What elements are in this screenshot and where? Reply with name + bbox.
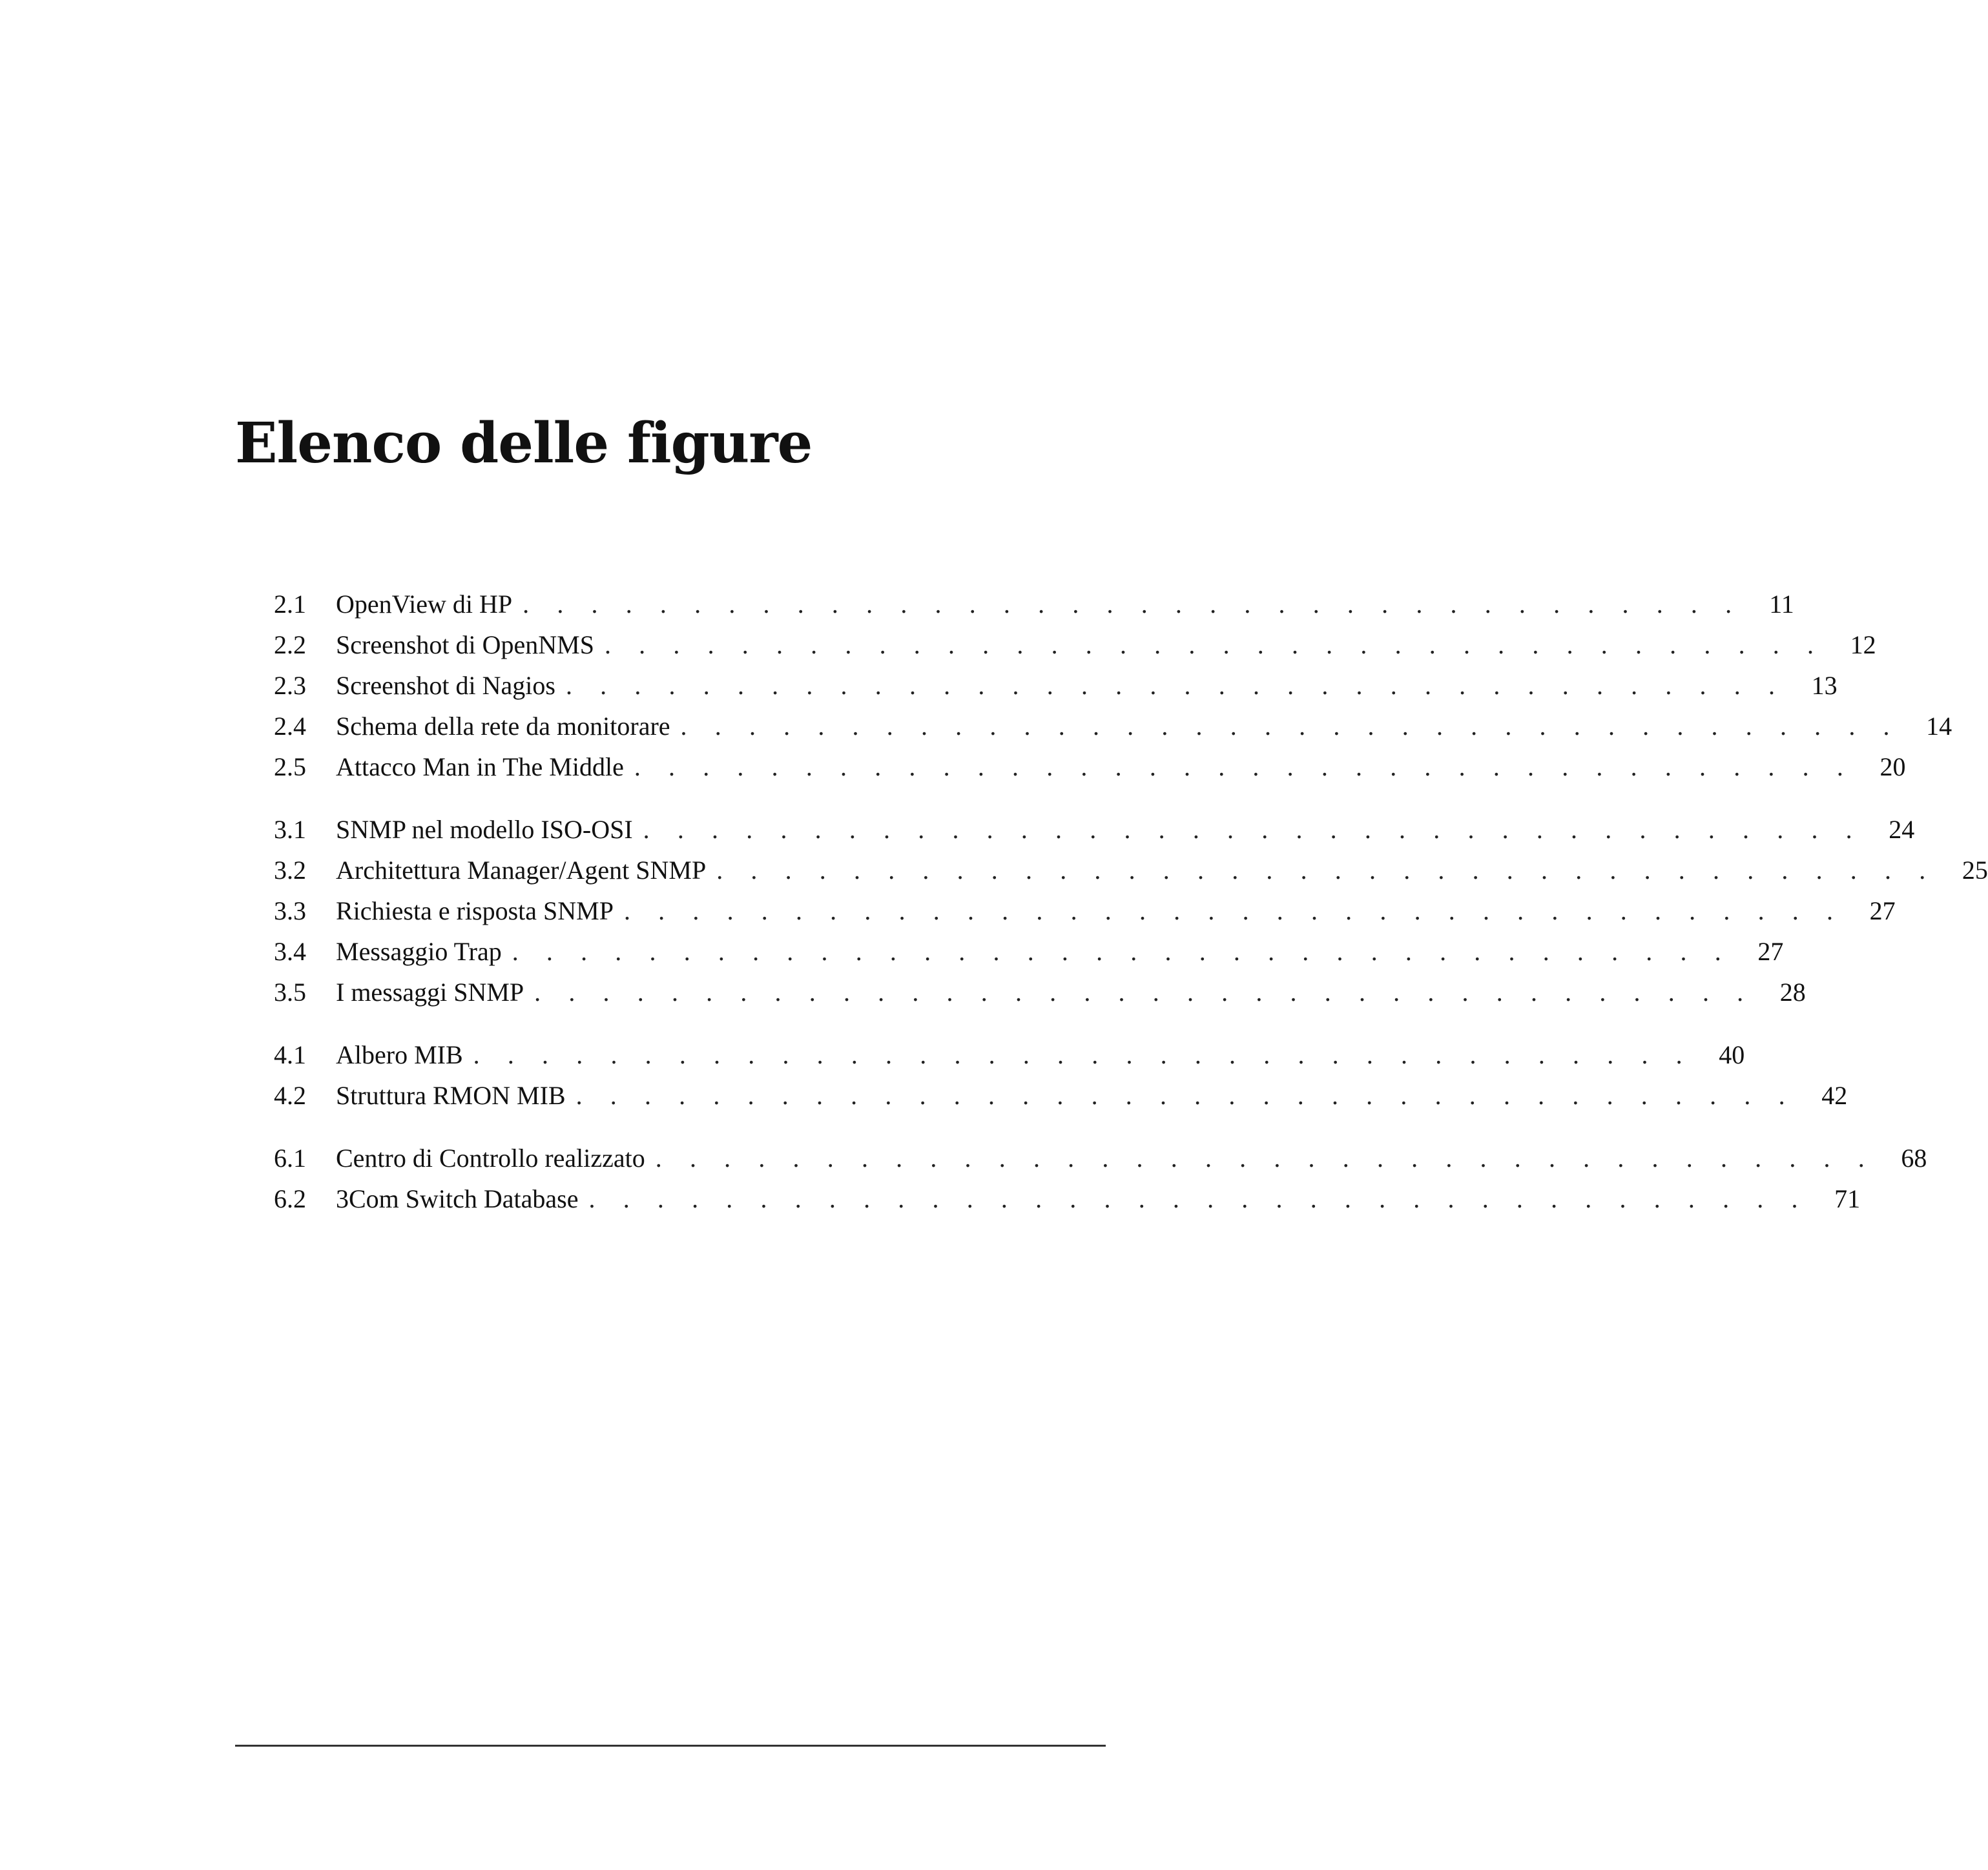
dot-leader: . . . . . . . . . . . . . . . . . . . . . . . . . . . . . . . . . . . . — [716, 856, 1936, 885]
chapter-3-group — [274, 809, 1988, 1012]
dot-leader: . . . . . . . . . . . . . . . . . . . . . . . . . . . . . . . . . . . . — [680, 712, 1901, 741]
figure-entry[interactable] — [274, 890, 1896, 931]
figure-number: 2.5 — [274, 752, 306, 781]
figure-page: 25 — [1962, 856, 1988, 885]
figure-entry[interactable] — [274, 931, 1784, 972]
dot-leader: . . . . . . . . . . . . . . . . . . . . . . . . . . . . . . . . . . . . — [473, 1040, 1693, 1069]
dot-leader: . . . . . . . . . . . . . . . . . . . . . . . . . . . . . . . . . . . . — [604, 630, 1825, 659]
figure-page: 42 — [1821, 1081, 1848, 1110]
figure-page: 13 — [1811, 671, 1838, 700]
figure-title: Screenshot di Nagios — [336, 665, 566, 706]
footer-rule — [235, 1745, 1106, 1747]
figure-title: Architettura Manager/Agent SNMP — [336, 850, 716, 890]
figure-entry[interactable] — [274, 850, 1988, 890]
figure-page: 28 — [1779, 978, 1806, 1007]
figure-entry[interactable] — [274, 624, 1876, 665]
figure-number: 6.2 — [274, 1184, 306, 1213]
figure-entry[interactable] — [274, 706, 1952, 746]
figure-title: Screenshot di OpenNMS — [336, 624, 605, 665]
figure-entry[interactable] — [274, 665, 1838, 706]
figure-entry[interactable] — [274, 1178, 1861, 1219]
dot-leader: . . . . . . . . . . . . . . . . . . . . . . . . . . . . . . . . . . . . — [588, 1184, 1809, 1213]
dot-leader: . . . . . . . . . . . . . . . . . . . . . . . . . . . . . . . . . . . . — [634, 752, 1854, 781]
figure-page: 68 — [1901, 1144, 1927, 1173]
figure-entry[interactable] — [274, 1075, 1848, 1116]
figure-page: 12 — [1850, 630, 1876, 659]
figure-page: 14 — [1926, 712, 1952, 741]
figure-number: 2.3 — [274, 671, 306, 700]
figure-title: 3Com Switch Database — [336, 1178, 589, 1219]
figure-number: 3.5 — [274, 978, 306, 1007]
figure-page: 40 — [1719, 1040, 1745, 1069]
dot-leader: . . . . . . . . . . . . . . . . . . . . . . . . . . . . . . . . . . . . — [575, 1081, 1796, 1110]
dot-leader: . . . . . . . . . . . . . . . . . . . . . . . . . . . . . . . . . . . . — [565, 671, 1786, 700]
figure-entry[interactable] — [274, 972, 1806, 1012]
figure-title: Richiesta e risposta SNMP — [336, 890, 624, 931]
dot-leader: . . . . . . . . . . . . . . . . . . . . . . . . . . . . . . . . . . . . — [534, 978, 1754, 1007]
chapter-4-group — [274, 1034, 1848, 1116]
figure-entry[interactable] — [274, 809, 1915, 850]
figure-title: Messaggio Trap — [336, 931, 512, 972]
chapter-2-group — [274, 584, 1952, 787]
figure-title: Centro di Controllo realizzato — [336, 1138, 656, 1178]
dot-leader: . . . . . . . . . . . . . . . . . . . . . . . . . . . . . . . . . . . . — [643, 815, 1863, 844]
figure-title: OpenView di HP — [336, 584, 523, 624]
figure-number: 3.2 — [274, 856, 306, 885]
figure-number: 2.4 — [274, 712, 306, 741]
figure-title: Albero MIB — [336, 1034, 473, 1075]
figure-number: 2.2 — [274, 630, 306, 659]
figure-title: I messaggi SNMP — [336, 972, 534, 1012]
figure-page: 27 — [1869, 896, 1896, 925]
list-of-figures — [274, 584, 1988, 1241]
figure-title: Attacco Man in The Middle — [336, 746, 634, 787]
figure-entry[interactable] — [274, 746, 1906, 787]
dot-leader: . . . . . . . . . . . . . . . . . . . . . . . . . . . . . . . . . . . . — [512, 937, 1732, 966]
figure-page: 20 — [1879, 752, 1906, 781]
figure-title: SNMP nel modello ISO-OSI — [336, 809, 643, 850]
figure-page: 27 — [1757, 937, 1784, 966]
figure-entry[interactable] — [274, 1034, 1745, 1075]
figure-number: 3.4 — [274, 937, 306, 966]
figure-title: Struttura RMON MIB — [336, 1075, 576, 1116]
figure-page: 71 — [1834, 1184, 1861, 1213]
figure-entry[interactable] — [274, 584, 1794, 624]
figure-number: 3.1 — [274, 815, 306, 844]
figure-number: 6.1 — [274, 1144, 306, 1173]
page-title: Elenco delle figure — [235, 411, 813, 476]
figure-page: 11 — [1769, 590, 1794, 619]
figure-title: Schema della rete da monitorare — [336, 706, 681, 746]
figure-number: 4.1 — [274, 1040, 306, 1069]
figure-number: 2.1 — [274, 590, 306, 619]
figure-number: 3.3 — [274, 896, 306, 925]
dot-leader: . . . . . . . . . . . . . . . . . . . . . . . . . . . . . . . . . . . . — [655, 1144, 1876, 1173]
figure-page: 24 — [1889, 815, 1915, 844]
dot-leader: . . . . . . . . . . . . . . . . . . . . . . . . . . . . . . . . . . . . — [623, 896, 1844, 925]
chapter-6-group — [274, 1138, 1927, 1219]
figure-number: 4.2 — [274, 1081, 306, 1110]
dot-leader: . . . . . . . . . . . . . . . . . . . . . . . . . . . . . . . . . . . . — [523, 590, 1743, 619]
figure-entry[interactable] — [274, 1138, 1927, 1178]
